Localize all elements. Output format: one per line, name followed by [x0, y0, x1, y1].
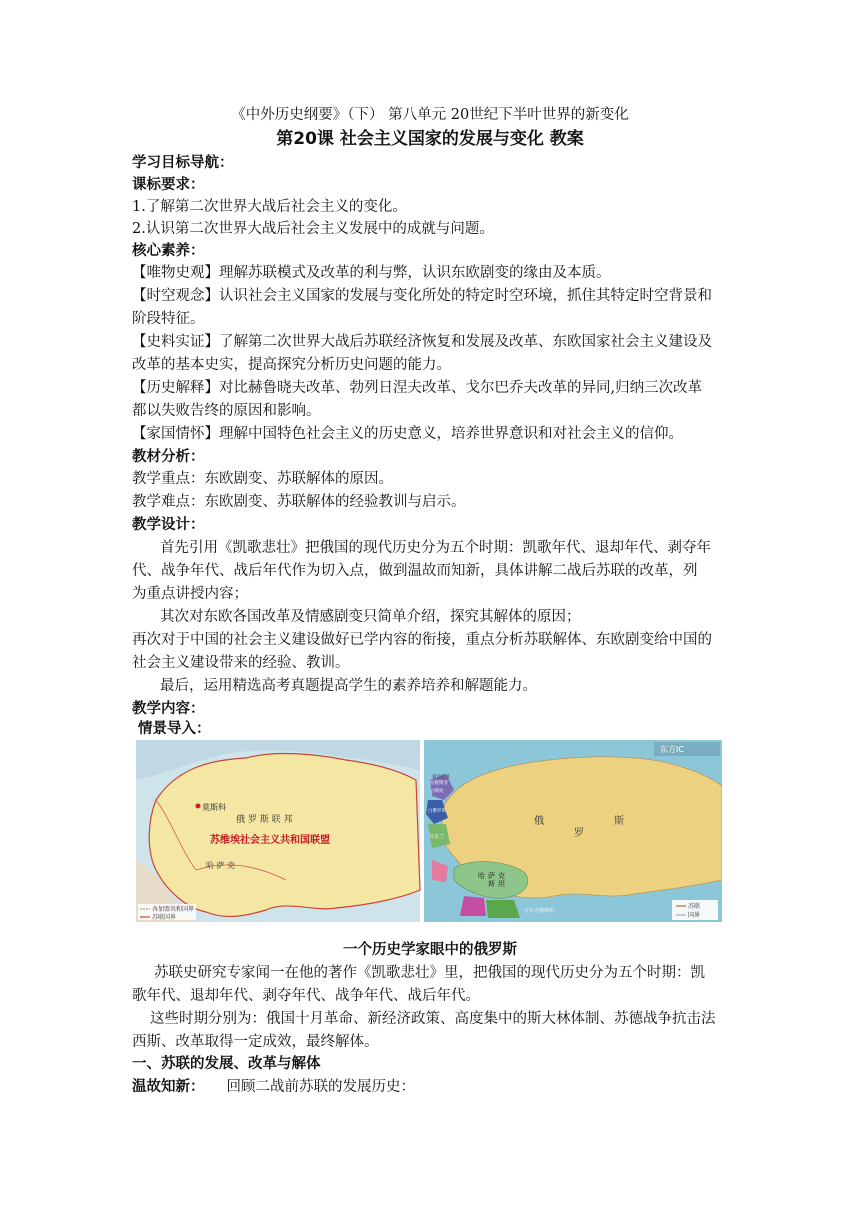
russia-char-1: 俄: [534, 816, 544, 827]
literacy-item-spacetime: [132, 285, 732, 307]
legend-ussr-border: 苏联国界: [152, 914, 177, 921]
design-paragraph-2: 其次对东欧各国改革及情感剧变只简单介绍，探究其解体的原因；: [160, 609, 581, 625]
difficult-point: 教学难点：东欧剧变、苏联解体的经验教训与启示。: [132, 494, 466, 510]
key-point: 教学重点：东欧剧变、苏联解体的原因。: [132, 471, 393, 487]
kz-char-4: 斯: [488, 880, 495, 888]
content-paragraph-2: 这些时期分别为：俄国十月革命、新经济政策、高度集中的斯大林体制、苏德战争抗击法: [150, 1011, 716, 1027]
ussr-label: 苏维埃社会主义共和国联盟: [210, 835, 330, 846]
content-paragraph-1-cont: 歌年代、退却年代、剥夺年代、战争年代、战后年代。: [132, 988, 480, 1004]
review-line: [132, 1076, 732, 1098]
post-ussr-map: [424, 740, 722, 922]
literacy-tag: 【时空观念】: [132, 288, 219, 304]
legend-ussr: 苏联: [688, 903, 701, 910]
legend-border: 国界: [688, 912, 701, 919]
kyrgyzstan-label: 吉尔吉斯斯坦: [524, 908, 555, 914]
kz-char-1: 哈: [478, 872, 485, 880]
ukraine-label: 乌克兰: [429, 834, 445, 840]
literacy-text-cont: 阶段特征。: [132, 311, 205, 327]
literacy-text: 理解苏联模式及改革的利与弊，认识东欧剧变的缘由及本质。: [219, 265, 611, 281]
belarus-label: 白俄罗斯: [428, 809, 446, 814]
literacy-text: 理解中国特色社会主义的历史意义，培养世界意识和对社会主义的信仰。: [219, 426, 683, 442]
kz-char-2: 萨: [488, 872, 495, 880]
literacy-text: 认识社会主义国家的发展与变化所处的特定时空环境，抓住其特定时空背景和: [219, 288, 712, 304]
analysis-heading: 教材分析：: [132, 449, 205, 465]
watermark-label: 东方IC: [660, 745, 684, 754]
design-paragraph-1-cont: 为重点讲授内容；: [132, 586, 248, 602]
russia-char-3: 斯: [614, 816, 624, 827]
literacy-text: 了解第二次世界大战后苏联经济恢复和发展及改革、东欧国家社会主义建设及: [219, 334, 712, 350]
literacy-heading: 核心素养：: [132, 243, 205, 259]
design-paragraph-3-cont: 社会主义建设带来的经验、教训。: [132, 655, 350, 671]
lesson-title: 第20课 社会主义国家的发展与变化 教案: [276, 129, 584, 149]
literacy-tag: 【史料实证】: [132, 334, 219, 350]
literacy-item-evidence: [132, 331, 732, 353]
legend-republic-border: 各加盟共和国界: [152, 906, 195, 913]
section-heading-1: 一、苏联的发展、改革与解体: [132, 1056, 321, 1072]
content-heading: 教学内容：: [132, 701, 205, 717]
literacy-tag: 【家国情怀】: [132, 426, 219, 442]
standard-item-1: 1.了解第二次世界大战后社会主义的变化。: [132, 199, 407, 215]
content-paragraph-1: 苏联史研究专家闻一在他的著作《凯歌悲壮》里，把俄国的现代历史分为五个时期：凯: [154, 965, 705, 981]
kazakh-label: 哈 萨 克: [206, 861, 236, 870]
lithuania-label: 立陶宛: [430, 789, 444, 794]
map-caption: 一个历史学家眼中的俄罗斯: [343, 942, 517, 958]
design-paragraph-4: 最后，运用精选高考真题提高学生的素养培养和解题能力。: [160, 678, 537, 694]
content-paragraph-2-cont: 西斯、改革取得一定成效，最终解体。: [132, 1034, 379, 1050]
moscow-label: 莫斯科: [202, 803, 226, 812]
goals-heading: 学习目标导航：: [132, 155, 234, 171]
review-text: 回顾二战前苏联的发展历史：: [226, 1079, 415, 1095]
kz-char-3: 克: [498, 872, 505, 880]
literacy-item-patriotism: [132, 423, 732, 445]
kz-char-5: 坦: [498, 880, 505, 888]
literacy-tag: 【唯物史观】: [132, 265, 219, 281]
intro-heading: 情景导入：: [138, 721, 211, 737]
latvia-label: 拉脱维亚: [430, 781, 448, 786]
design-heading: 教学设计：: [132, 517, 205, 533]
ussr-map: [136, 740, 420, 922]
russia-char-2: 罗: [574, 828, 584, 839]
ussr-maps-image: [136, 740, 722, 922]
design-paragraph-1: 首先引用《凯歌悲壮》把俄国的现代历史分为五个时期：凯歌年代、退却年代、剥夺年: [160, 540, 711, 556]
unit-subtitle: 《中外历史纲要》（下） 第八单元 20世纪下半叶世界的新变化: [231, 107, 629, 123]
estonia-label: 爱沙尼亚: [432, 775, 450, 780]
design-paragraph-3: 再次对于中国的社会主义建设做好已学内容的衔接，重点分析苏联解体、东欧剧变给中国的: [132, 632, 712, 648]
standards-heading: 课标要求：: [132, 177, 205, 193]
review-label: 温故知新：: [132, 1079, 205, 1095]
literacy-item-materialism: [132, 262, 732, 284]
literacy-text: 对比赫鲁晓夫改革、勃列日涅夫改革、戈尔巴乔夫改革的异同,归纳三次改革: [219, 380, 703, 396]
literacy-tag: 【历史解释】: [132, 380, 219, 396]
design-paragraph-1-cont: 代、战争年代、战后年代作为切入点，做到温故而知新，具体讲解二战后苏联的改革，列: [132, 563, 698, 579]
russia-federation-label: 俄 罗 斯 联 邦: [236, 815, 293, 825]
literacy-item-interpretation: [132, 377, 732, 399]
literacy-text-cont: 都以失败告终的原因和影响。: [132, 403, 321, 419]
standard-item-2: 2.认识第二次世界大战后社会主义发展中的成就与问题。: [132, 221, 494, 237]
literacy-text-cont: 改革的基本史实，提高探究分析历史问题的能力。: [132, 357, 451, 373]
